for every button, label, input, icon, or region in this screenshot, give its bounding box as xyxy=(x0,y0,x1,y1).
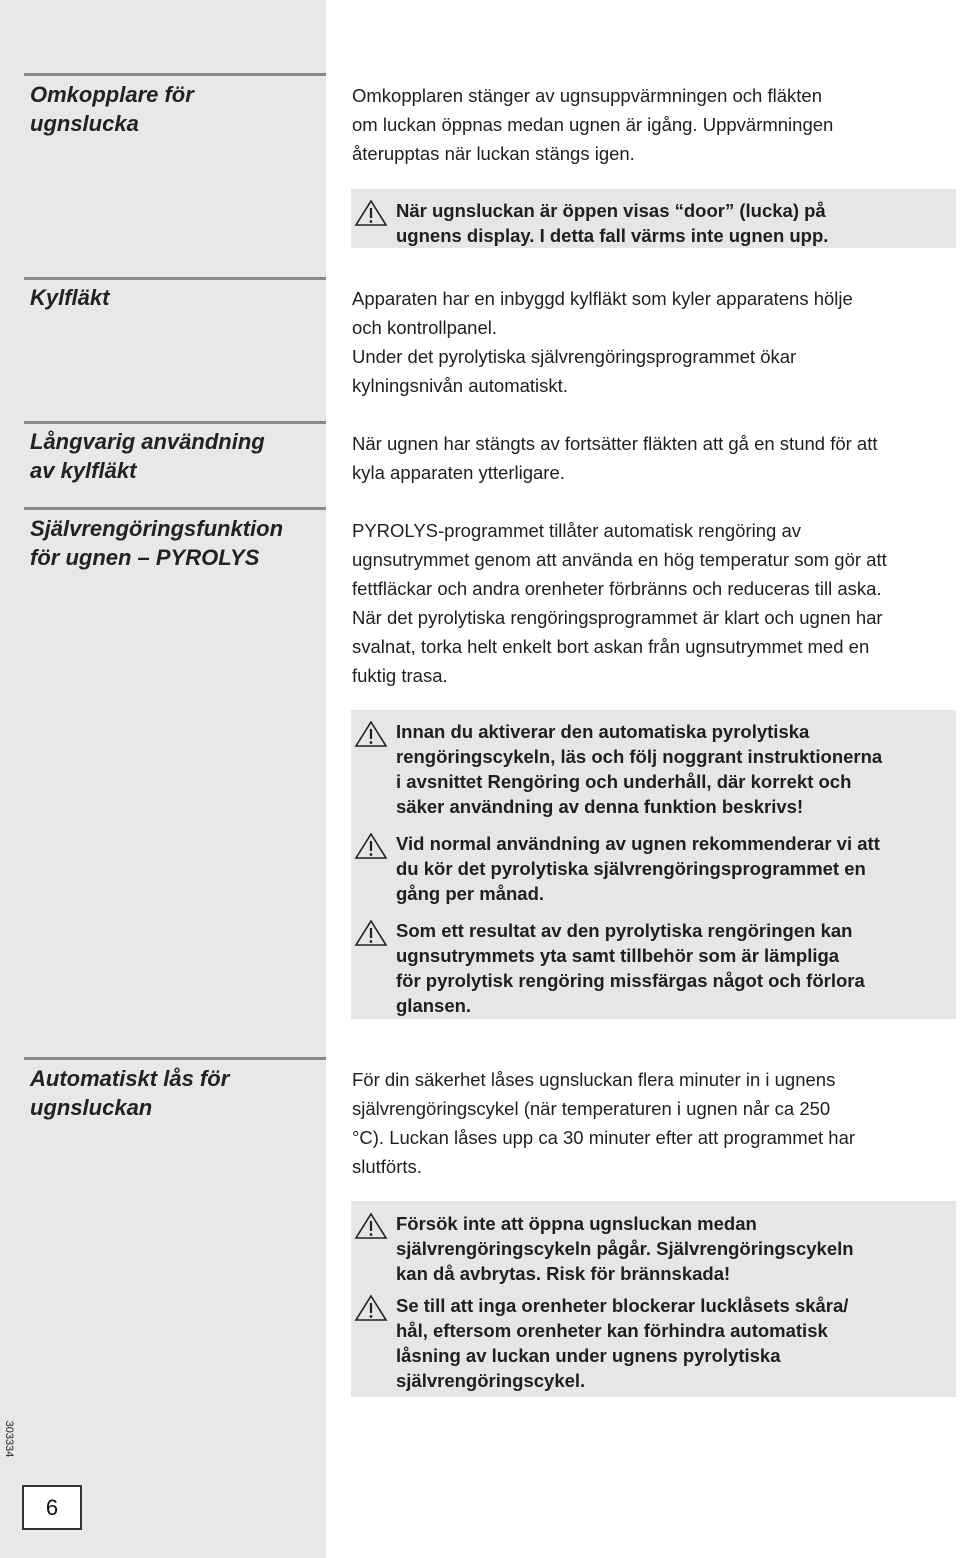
warning-triangle-icon xyxy=(354,832,388,860)
section-heading-door-switch: Omkopplare för ugnslucka xyxy=(30,82,194,136)
warning-line: i avsnittet Rengöring och underhåll, där korrekt och xyxy=(396,771,852,792)
warning-triangle-icon xyxy=(354,1212,388,1240)
section-body-auto-lock xyxy=(352,1065,958,1181)
section-divider xyxy=(24,277,326,280)
section-divider xyxy=(24,507,326,510)
document-id: 303334 xyxy=(3,1420,15,1458)
body-line: återupptas när luckan stängs igen. xyxy=(352,143,635,164)
warning-box-pyrolys xyxy=(351,710,956,1019)
body-line: om luckan öppnas medan ugnen är igång. Uppvärmningen xyxy=(352,114,834,135)
warning-line: glansen. xyxy=(396,995,472,1016)
warning-box-lock xyxy=(351,1201,956,1397)
warning-triangle-icon xyxy=(354,720,388,748)
warning-line: Vid normal användning av ugnen rekommenderar vi att xyxy=(396,833,880,854)
warning-triangle-icon xyxy=(354,199,388,227)
warning-line: Innan du aktiverar den automatiska pyrolytiska xyxy=(396,721,810,742)
section-body-fan-runtime xyxy=(352,429,958,487)
warning-text xyxy=(396,918,956,1018)
section-divider xyxy=(24,421,326,424)
body-line: Under det pyrolytiska självrengöringsprogrammet ökar xyxy=(352,346,797,367)
body-line: fettfläckar och andra orenheter förbränns och reduceras till aska. xyxy=(352,578,882,599)
warning-text xyxy=(396,1293,956,1393)
warning-text xyxy=(396,831,956,906)
warning-box-door xyxy=(351,189,956,248)
body-line: fuktig trasa. xyxy=(352,665,448,686)
warning-line: kan då avbrytas. Risk för brännskada! xyxy=(396,1263,731,1284)
warning-text xyxy=(396,719,956,819)
left-margin-panel xyxy=(0,0,326,1558)
warning-text xyxy=(396,1211,956,1286)
warning-line: gång per månad. xyxy=(396,883,545,904)
body-line: När ugnen har stängts av fortsätter fläkten att gå en stund för att xyxy=(352,433,878,454)
warning-line: hål, eftersom orenheter kan förhindra automatisk xyxy=(396,1320,828,1341)
warning-line: för pyrolytisk rengöring missfärgas något och förlora xyxy=(396,970,865,991)
warning-triangle-icon xyxy=(354,1294,388,1322)
page-number: 6 xyxy=(22,1485,82,1530)
warning-line: ugnsutrymmets yta samt tillbehör som är lämpliga xyxy=(396,945,840,966)
body-line: kylningsnivån automatiskt. xyxy=(352,375,568,396)
section-heading-cooling-fan: Kylfläkt xyxy=(30,285,110,310)
warning-line: säker användning av denna funktion beskrivs! xyxy=(396,796,804,817)
body-line: och kontrollpanel. xyxy=(352,317,498,338)
section-heading-fan-runtime: Långvarig användning av kylfläkt xyxy=(30,429,265,483)
section-heading-auto-lock: Automatiskt lås för ugnsluckan xyxy=(30,1066,230,1120)
warning-line: låsning av luckan under ugnens pyrolytiska xyxy=(396,1345,781,1366)
body-line: svalnat, torka helt enkelt bort askan från ugnsutrymmet med en xyxy=(352,636,870,657)
body-line: °C). Luckan låses upp ca 30 minuter efter att programmet har xyxy=(352,1127,856,1148)
section-divider xyxy=(24,73,326,76)
body-line: PYROLYS-programmet tillåter automatisk rengöring av xyxy=(352,520,801,541)
warning-text xyxy=(396,198,956,248)
body-line: slutförts. xyxy=(352,1156,422,1177)
warning-line: Se till att inga orenheter blockerar lucklåsets skåra/ xyxy=(396,1295,849,1316)
section-body-cooling-fan xyxy=(352,284,958,400)
section-body-door-switch xyxy=(352,81,958,168)
warning-line: När ugnsluckan är öppen visas “door” (lucka) på xyxy=(396,200,826,221)
section-divider xyxy=(24,1057,326,1060)
section-body-pyrolys xyxy=(352,516,958,690)
body-line: Apparaten har en inbyggd kylfläkt som kyler apparatens hölje xyxy=(352,288,853,309)
body-line: För din säkerhet låses ugnsluckan flera minuter in i ugnens xyxy=(352,1069,836,1090)
body-line: Omkopplaren stänger av ugnsuppvärmningen och fläkten xyxy=(352,85,822,106)
body-line: ugnsutrymmet genom att använda en hög temperatur som gör att xyxy=(352,549,887,570)
body-line: kyla apparaten ytterligare. xyxy=(352,462,565,483)
warning-line: Som ett resultat av den pyrolytiska rengöringen kan xyxy=(396,920,853,941)
warning-line: ugnens display. I detta fall värms inte ugnen upp. xyxy=(396,225,829,246)
warning-line: rengöringscykeln, läs och följ noggrant instruktionerna xyxy=(396,746,883,767)
body-line: självrengöringscykel (när temperaturen i ugnen når ca 250 xyxy=(352,1098,831,1119)
warning-line: du kör det pyrolytiska självrengöringsprogrammet en xyxy=(396,858,866,879)
warning-triangle-icon xyxy=(354,919,388,947)
warning-line: självrengöringscykeln pågår. Självrengöringscykeln xyxy=(396,1238,854,1259)
warning-line: självrengöringscykel. xyxy=(396,1370,586,1391)
warning-line: Försök inte att öppna ugnsluckan medan xyxy=(396,1213,757,1234)
body-line: När det pyrolytiska rengöringsprogrammet är klart och ugnen har xyxy=(352,607,883,628)
section-heading-pyrolys: Självrengöringsfunktion för ugnen – PYROLYS xyxy=(30,516,284,570)
